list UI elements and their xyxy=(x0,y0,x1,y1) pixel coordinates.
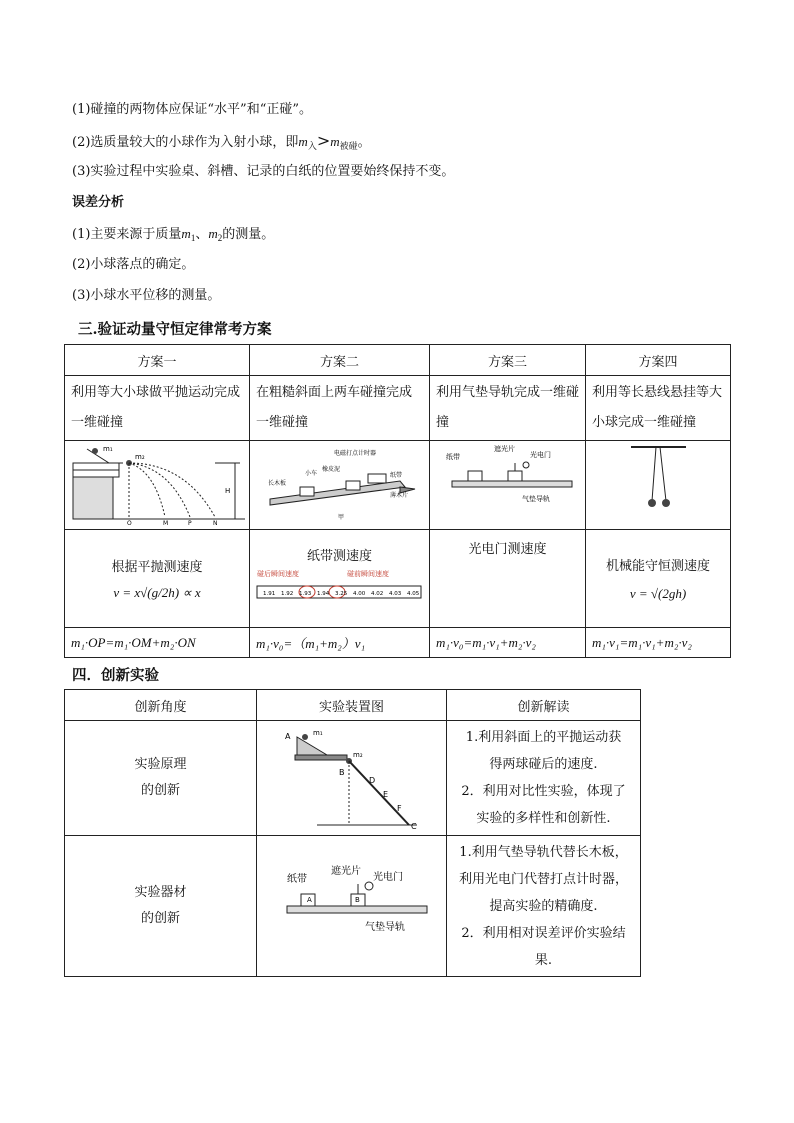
incline-cars-diagram xyxy=(250,441,430,525)
m2-label: m₂ xyxy=(135,453,145,461)
air-track-diagram-2 xyxy=(257,836,447,972)
innovation-header-angle: 创新角度 xyxy=(65,690,257,721)
equation-4: m₁·v₁=m₁·v₁+m₂·v₂ xyxy=(586,628,731,658)
note-2-end: 。 xyxy=(357,135,371,150)
tape-before-label: 碰前瞬间速度 xyxy=(346,570,389,578)
method-3-header: 方案三 xyxy=(430,345,586,376)
innovation-row-2-reading: 1.利用气垫导轨代替长木板， 利用光电门代替打点计时器， 提高实验的精确度. 2．利用相对误差评价实验结 果. xyxy=(447,836,641,977)
H-label: H xyxy=(225,487,231,495)
tape-speed-diagram xyxy=(255,568,425,608)
paper-tape-label: 纸带 xyxy=(446,453,460,461)
B-label: B xyxy=(339,768,345,777)
jia-label: 甲 xyxy=(338,514,345,521)
method-2-header: 方案二 xyxy=(250,345,430,376)
error-analysis-title: 误差分析 xyxy=(72,195,125,210)
method-1-diagram-cell xyxy=(65,441,250,530)
tape-number: 4.05 xyxy=(406,591,419,597)
note-3: (3)实验过程中实验桌、斜槽、记录的白纸的位置要始终保持不变。 xyxy=(72,164,455,179)
F-label: F xyxy=(397,804,402,813)
A-label: A xyxy=(285,732,291,741)
innovation-header-diagram: 实验装置图 xyxy=(257,690,447,721)
equation-2: m₁·v₀=（m₁+m₂）v₁ xyxy=(250,628,430,658)
tape-number: 3.25 xyxy=(334,591,347,597)
wedge-label: 薄木片 xyxy=(390,492,409,499)
note-2-gt: > xyxy=(316,131,331,150)
method-3-diagram-cell xyxy=(430,441,586,530)
innovation-row-2-diagram xyxy=(257,836,447,977)
gate-label: 光电门 xyxy=(530,451,551,459)
pendulum-diagram xyxy=(586,441,731,525)
equation-1: m₁·OP=m₁·OM+m₂·ON xyxy=(65,628,250,658)
method-4-diagram-cell xyxy=(586,441,731,530)
D-label: D xyxy=(369,776,376,785)
m1-label-2: m₁ xyxy=(313,729,323,737)
method-4-header: 方案四 xyxy=(586,345,731,376)
C-label: C xyxy=(411,822,417,831)
innovation-header-reading: 创新解读 xyxy=(447,690,641,721)
M-label: M xyxy=(163,520,169,525)
section-3-title: 三.验证动量守恒定律常考方案 xyxy=(78,321,272,338)
tape-number: 4.00 xyxy=(352,591,365,597)
note-1: (1)碰撞的两物体应保证“水平”和“正碰”。 xyxy=(72,102,312,117)
tape-number: 1.94 xyxy=(316,591,329,597)
tape-number: 4.03 xyxy=(388,591,401,597)
tape-number: 1.92 xyxy=(280,591,293,597)
tape-number: 1.91 xyxy=(262,591,275,597)
air-track-diagram xyxy=(430,441,586,525)
innovation-table xyxy=(64,689,641,977)
innovation-row-2-angle: 实验器材 的创新 xyxy=(65,836,257,977)
tape-label: 纸带 xyxy=(390,472,403,479)
tape-number: 4.02 xyxy=(370,591,383,597)
P-label: P xyxy=(188,520,192,525)
shade-label: 遮光片 xyxy=(494,445,515,453)
N-label: N xyxy=(213,520,218,525)
shade-label-2: 遮光片 xyxy=(331,866,361,877)
tape-number: 1.93 xyxy=(298,591,311,597)
formula-projectile: v = x√(g/2h) ∝ x xyxy=(113,585,201,600)
A-label-2: A xyxy=(307,896,312,904)
methods-table xyxy=(64,344,731,658)
error-1: (1)主要来源于质量$m_1$、$m_2$的测量。 xyxy=(72,226,275,243)
innovation-row-1-reading: 1.利用斜面上的平抛运动获 得两球碰后的速度. 2．利用对比性实验，体现了 实验的多样性和创新性. xyxy=(447,721,641,836)
method-4-desc: 利用等长悬线悬挂等大小球完成一维碰撞 xyxy=(592,385,723,430)
method-4-method: 机械能守恒测速度 xyxy=(605,559,710,574)
projectile-collision-diagram xyxy=(65,441,250,525)
method-1-speed-cell xyxy=(65,530,250,628)
formula-pendulum: v = √(2gh) xyxy=(629,586,687,601)
E-label: E xyxy=(383,790,389,799)
error-3: (3)小球水平位移的测量。 xyxy=(72,288,221,303)
method-3-method: 光电门测速度 xyxy=(430,530,586,628)
O-label: O xyxy=(127,520,132,525)
method-2-speed-cell xyxy=(250,530,430,628)
innovation-row-1-angle: 实验原理 的创新 xyxy=(65,721,257,836)
method-1-method: 根据平抛测速度 xyxy=(111,560,203,575)
m2-label-2: m₂ xyxy=(353,751,363,759)
incline-projectile-diagram xyxy=(257,721,447,831)
note-2-prefix: (2)选质量较大的小球作为入射小球，即 xyxy=(72,135,299,150)
timer-label: 电磁打点计时器 xyxy=(334,450,377,457)
tape-after-label: 碰后瞬间速度 xyxy=(256,570,299,578)
error-2: (2)小球落点的确定。 xyxy=(72,257,195,272)
method-2-method: 纸带测速度 xyxy=(306,549,372,564)
car-label: 小车 xyxy=(305,470,318,477)
track-label-2: 气垫导轨 xyxy=(365,922,405,933)
method-2-diagram-cell xyxy=(250,441,430,530)
method-1-header: 方案一 xyxy=(65,345,250,376)
track-label: 气垫导轨 xyxy=(522,495,550,503)
method-2-desc: 在粗糙斜面上两车碰撞完成一维碰撞 xyxy=(256,385,413,430)
method-1-desc: 利用等大小球做平抛运动完成一维碰撞 xyxy=(71,385,241,430)
note-2-m-hit: $m_{被碰}$ xyxy=(330,134,358,151)
plank-label: 长木板 xyxy=(268,480,287,487)
note-2 xyxy=(72,132,371,155)
innovation-row-1-diagram xyxy=(257,721,447,836)
method-3-desc: 利用气垫导轨完成一维碰撞 xyxy=(436,385,580,430)
section-4-title: 四．创新实验 xyxy=(72,667,159,684)
m1-label: m₁ xyxy=(103,445,113,453)
rubber-label: 橡皮泥 xyxy=(322,466,341,473)
method-4-speed-cell xyxy=(586,530,731,628)
gate-label-2: 光电门 xyxy=(373,872,403,883)
note-2-m-in: $m_入$ xyxy=(298,134,317,151)
equation-3: m₁·v₀=m₁·v₁+m₂·v₂ xyxy=(430,628,586,658)
B-label-2: B xyxy=(355,896,360,904)
paper-tape-label-2: 纸带 xyxy=(287,874,307,885)
